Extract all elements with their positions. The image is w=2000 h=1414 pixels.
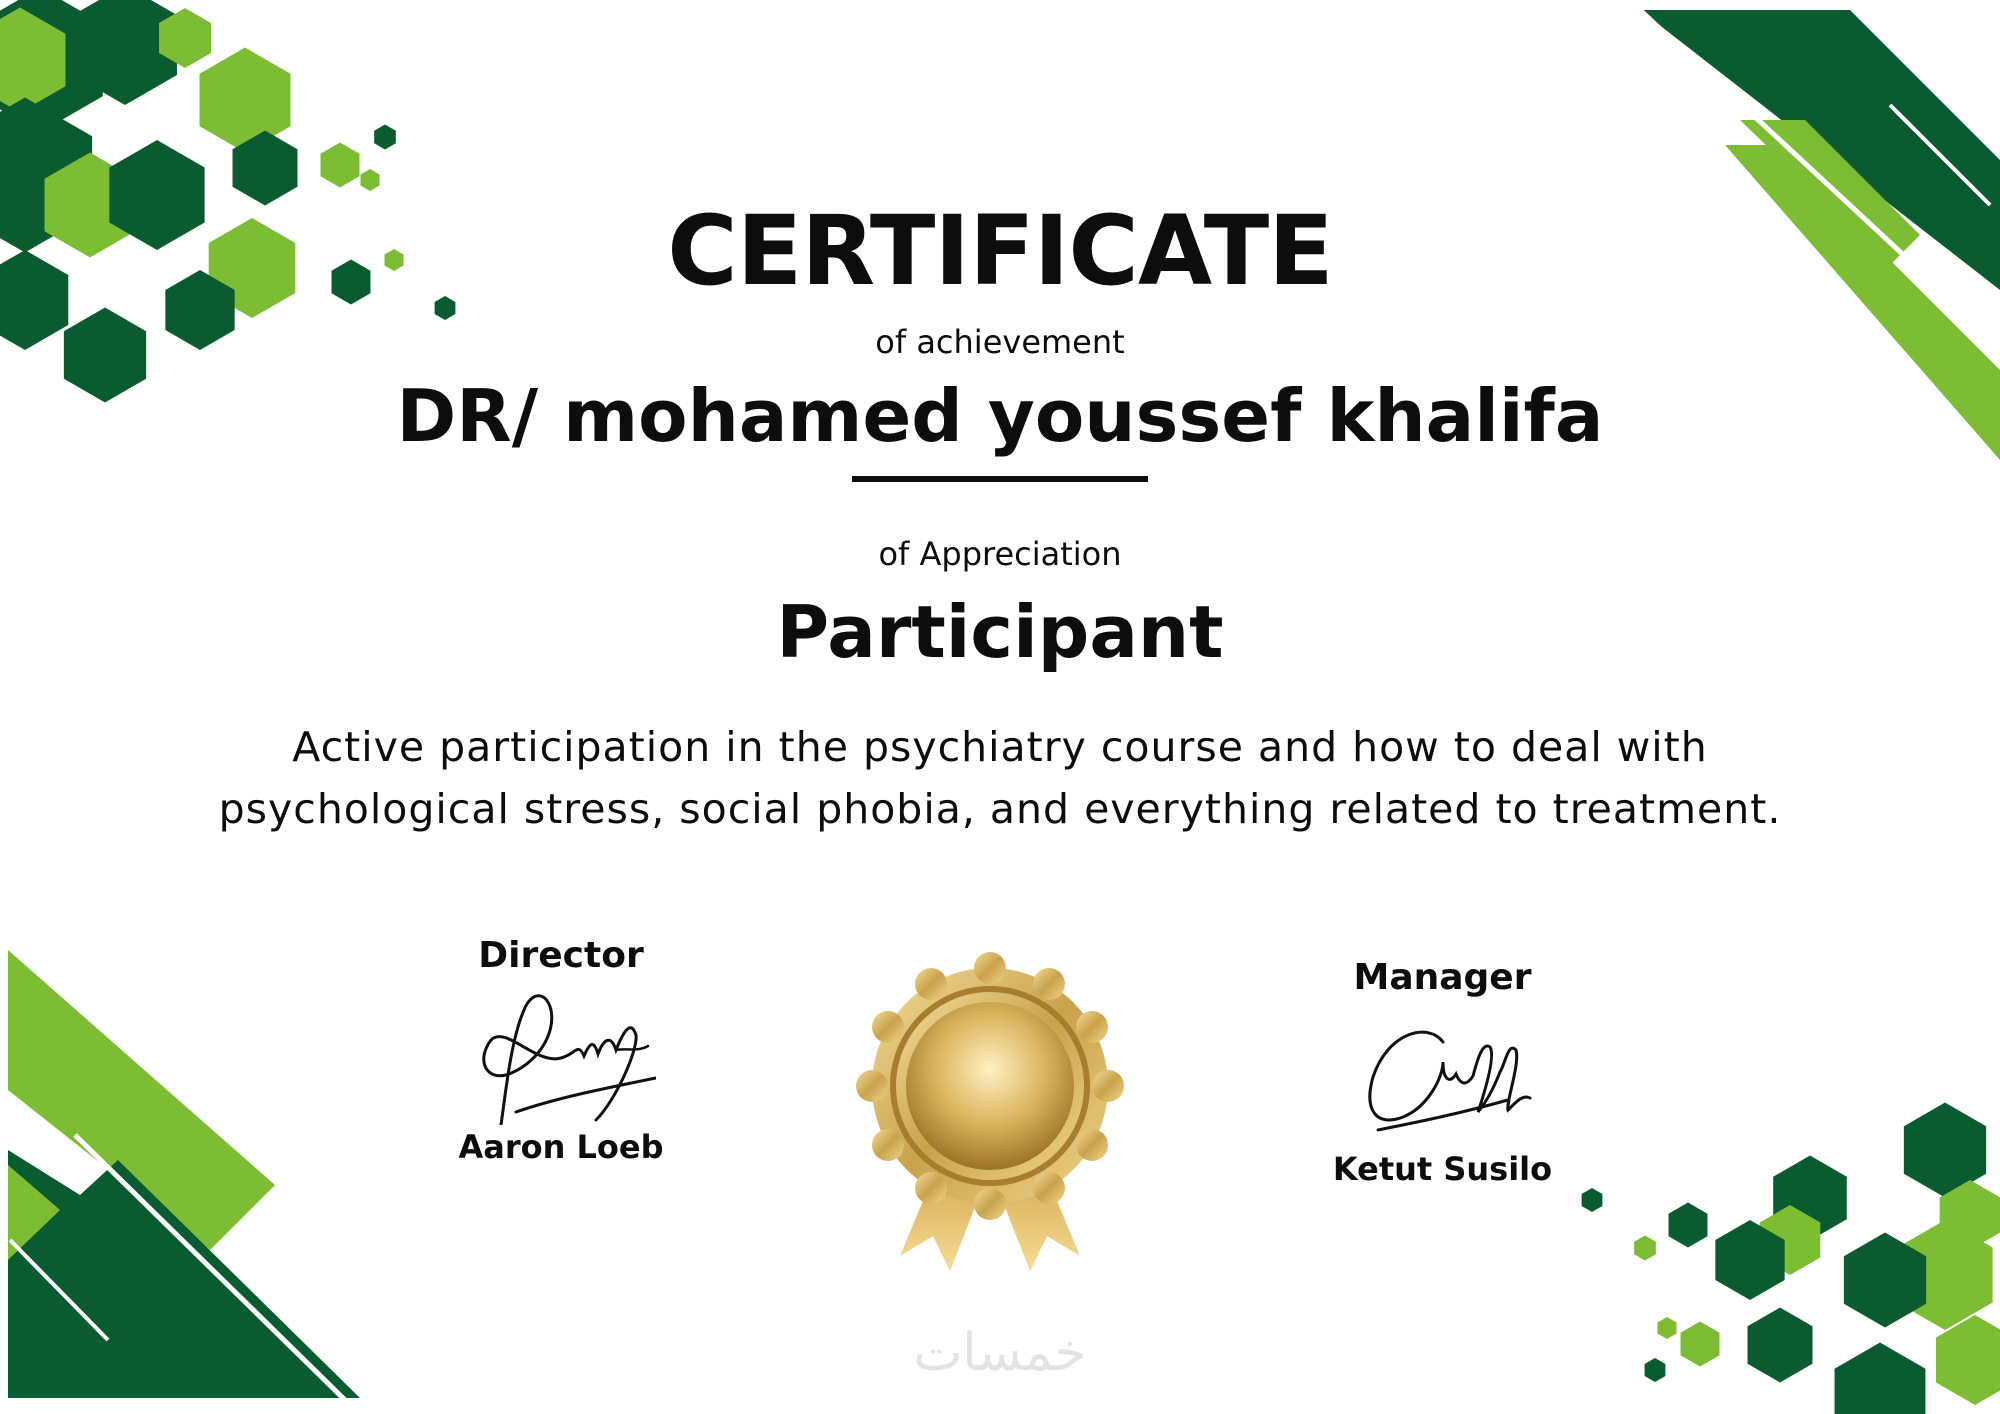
- signature-icon: [466, 980, 656, 1125]
- hexagon-cluster-bottom-right: [1582, 1103, 2000, 1414]
- certificate-description: [0, 716, 2000, 840]
- description-line-1: Active participation in the psychiatry course and how to deal with: [292, 723, 1708, 771]
- recipient-name: DR/ mohamed youssef khalifa: [396, 374, 1604, 458]
- signature-name-manager: Ketut Susilo: [1332, 1150, 1553, 1188]
- diagonal-bands-bottom-left: [8, 950, 360, 1400]
- appreciation-label: of Appreciation: [878, 535, 1122, 573]
- gold-seal-icon: [855, 936, 1125, 1276]
- description-line-2: psychological stress, social phobia, and everything related to treatment.: [218, 785, 1782, 833]
- signature-name-director: Aaron Loeb: [458, 1128, 664, 1166]
- watermark-logo: [870, 1318, 1130, 1388]
- certificate-subtitle: of achievement: [875, 323, 1125, 361]
- signature-icon: [1348, 1002, 1538, 1147]
- signature-block-director: [441, 932, 681, 1169]
- signature-title-manager: Manager: [1353, 957, 1532, 998]
- signature-title-director: Director: [478, 935, 644, 976]
- name-underline: [852, 476, 1148, 482]
- svg-text:خمسات: خمسات: [913, 1323, 1087, 1383]
- certificate-title: CERTIFICATE: [667, 195, 1333, 307]
- signature-block-manager: [1305, 954, 1580, 1191]
- recipient-role: Participant: [776, 590, 1224, 674]
